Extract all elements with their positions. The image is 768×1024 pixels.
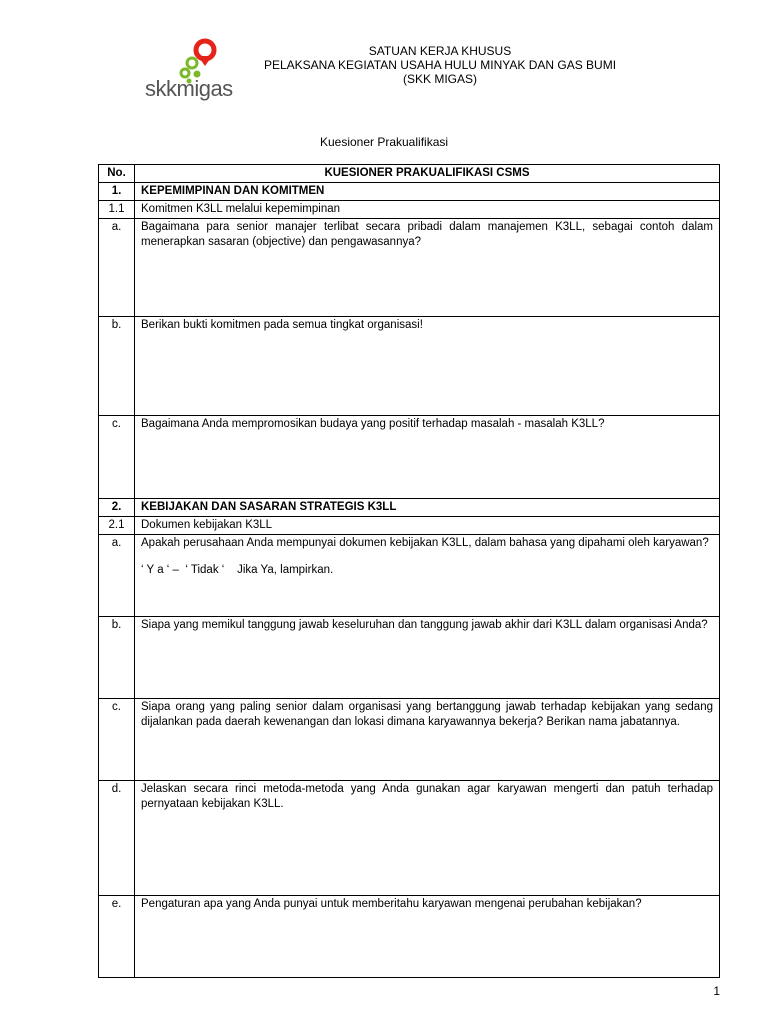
document-header [240, 44, 640, 86]
header-line-1: SATUAN KERJA KHUSUS [368, 44, 512, 58]
question-letter: d. [99, 781, 135, 896]
question-letter: b. [99, 617, 135, 699]
question-letter: a. [99, 535, 135, 617]
question-text: Berikan bukti komitmen pada semua tingkat organisasi! [135, 317, 720, 416]
section-title: KEPEMIMPINAN DAN KOMITMEN [135, 183, 720, 201]
question-text: Bagaimana para senior manajer terlibat secara pribadi dalam manajemen K3LL, sebagai contoh dalam menerapkan sasaran (objective) dan pengawasannya? [135, 219, 720, 317]
question-row [99, 896, 720, 978]
section-row [99, 183, 720, 201]
table-header-row [99, 165, 720, 183]
question-text: Jelaskan secara rinci metoda-metoda yang Anda gunakan agar karyawan mengerti dan patuh terhadap pernyataan kebijakan K3LL. [135, 781, 720, 896]
subsection-title: Komitmen K3LL melalui kepemimpinan [135, 201, 720, 219]
questionnaire-table [98, 164, 720, 978]
question-row [99, 219, 720, 317]
question-letter: c. [99, 416, 135, 499]
skkmigas-logo [145, 36, 255, 106]
section-title: KEBIJAKAN DAN SASARAN STRATEGIS K3LL [135, 499, 720, 517]
question-text: Pengaturan apa yang Anda punyai untuk memberitahu karyawan mengenai perubahan kebijakan? [135, 896, 720, 978]
logo-text: skkmigas [145, 76, 233, 101]
section-row [99, 499, 720, 517]
header-no: No. [99, 165, 135, 183]
subsection-row [99, 517, 720, 535]
document-title: Kuesioner Prakualifikasi [319, 135, 449, 149]
subsection-number: 2.1 [99, 517, 135, 535]
question-text: Apakah perusahaan Anda mempunyai dokumen kebijakan K3LL, dalam bahasa yang dipahami oleh karyawan? [141, 537, 709, 549]
question-letter: b. [99, 317, 135, 416]
section-number: 1. [99, 183, 135, 201]
header-line-3: (SKK MIGAS) [402, 72, 477, 86]
question-text: Siapa yang memikul tanggung jawab keseluruhan dan tanggung jawab akhir dari K3LL dalam organisasi Anda? [135, 617, 720, 699]
question-row [99, 699, 720, 781]
answer-options: ‘ Y a ‘ – ‘ Tidak ‘ Jika Ya, lampirkan. [141, 564, 334, 576]
question-row [99, 617, 720, 699]
header-line-2: PELAKSANA KEGIATAN USAHA HULU MINYAK DAN GAS BUMI [263, 58, 617, 72]
subsection-row [99, 201, 720, 219]
question-letter: e. [99, 896, 135, 978]
section-number: 2. [99, 499, 135, 517]
subsection-title: Dokumen kebijakan K3LL [135, 517, 720, 535]
subsection-number: 1.1 [99, 201, 135, 219]
question-text: Siapa orang yang paling senior dalam organisasi yang bertanggung jawab terhadap kebijakan yang sedang dijalankan pada daerah kewenangan dan lokasi dimana karyawannya bekerja? Berikan nama jabatannya. [135, 699, 720, 781]
page-number: 1 [713, 984, 720, 998]
header-title: KUESIONER PRAKUALIFIKASI CSMS [135, 165, 720, 183]
question-row [99, 416, 720, 499]
question-text: Bagaimana Anda mempromosikan budaya yang positif terhadap masalah - masalah K3LL? [135, 416, 720, 499]
question-cell [135, 535, 720, 617]
question-row [99, 781, 720, 896]
question-row [99, 317, 720, 416]
question-letter: a. [99, 219, 135, 317]
question-letter: c. [99, 699, 135, 781]
question-row [99, 535, 720, 617]
